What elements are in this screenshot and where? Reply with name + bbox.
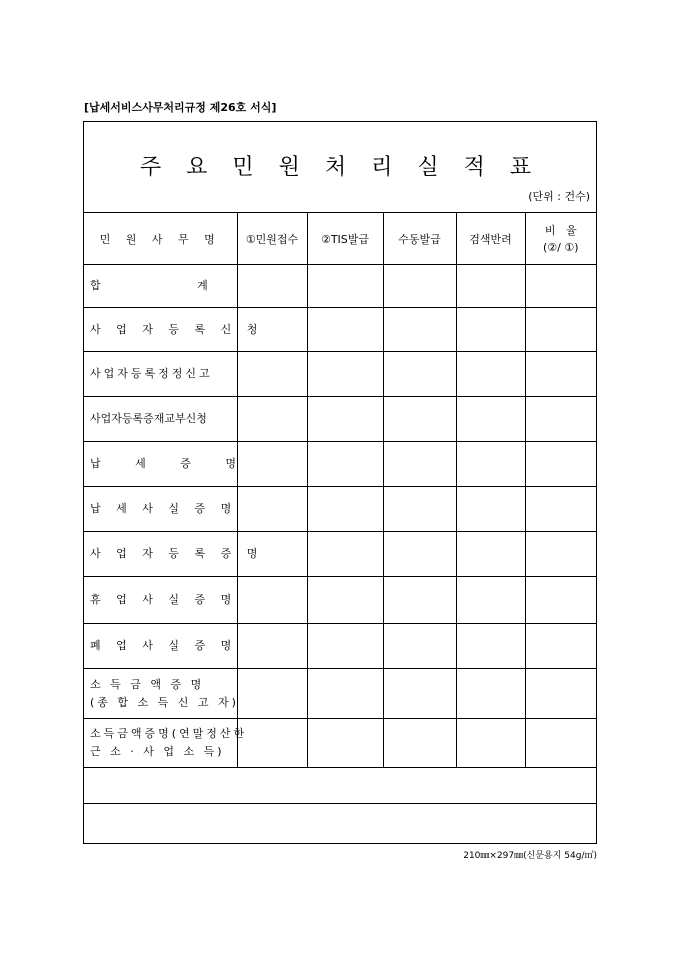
- review-return-cell[interactable]: [456, 265, 525, 308]
- row-label: [84, 532, 264, 577]
- tis-issued-cell[interactable]: [307, 669, 383, 719]
- table-row: [84, 397, 596, 442]
- table-row: [84, 669, 596, 719]
- row-label-line: 소 득 금 액 증 명: [90, 677, 205, 691]
- row-label: [84, 669, 237, 719]
- row-label: [84, 442, 242, 487]
- table-row: [84, 532, 596, 577]
- review-return-cell[interactable]: [456, 397, 525, 442]
- col-header-received: ①민원접수: [237, 213, 307, 265]
- row-label: [84, 265, 237, 308]
- ratio-cell[interactable]: [525, 442, 596, 487]
- manual-issued-cell[interactable]: [383, 532, 456, 577]
- review-return-cell[interactable]: [456, 624, 525, 669]
- manual-issued-cell[interactable]: [383, 352, 456, 397]
- table-row: [84, 624, 596, 669]
- col-header-manual-issued: 수동발급: [383, 213, 456, 265]
- table-row: [84, 308, 596, 352]
- row-label: [84, 719, 248, 768]
- table-row: [84, 487, 596, 532]
- performance-table: [84, 212, 596, 768]
- tis-issued-cell[interactable]: [307, 442, 383, 487]
- review-return-cell[interactable]: [456, 719, 525, 768]
- table-header-row: [84, 213, 596, 265]
- tis-issued-cell[interactable]: [307, 352, 383, 397]
- ratio-cell[interactable]: [525, 397, 596, 442]
- remarks-area: [84, 803, 596, 844]
- ratio-cell[interactable]: [525, 719, 596, 768]
- received-cell[interactable]: [237, 577, 307, 624]
- row-label-line: 납 세 증 명: [90, 457, 242, 470]
- review-return-cell[interactable]: [456, 352, 525, 397]
- table-body: [84, 265, 596, 768]
- ratio-cell[interactable]: [525, 487, 596, 532]
- form-frame: [83, 121, 597, 844]
- page-title: 주 요 민 원 처 리 실 적 표: [139, 155, 541, 180]
- row-label-line: (종 합 소 득 신 고 자): [90, 695, 239, 709]
- review-return-cell[interactable]: [456, 308, 525, 352]
- table-row: [84, 442, 596, 487]
- manual-issued-cell[interactable]: [383, 577, 456, 624]
- ratio-cell[interactable]: [525, 308, 596, 352]
- row-label-line: 휴 업 사 실 증 명: [90, 593, 238, 606]
- tis-issued-cell[interactable]: [307, 624, 383, 669]
- review-return-cell[interactable]: [456, 669, 525, 719]
- ratio-label: 비 율: [544, 223, 577, 237]
- table-row: [84, 577, 596, 624]
- ratio-cell[interactable]: [525, 265, 596, 308]
- tis-issued-cell[interactable]: [307, 532, 383, 577]
- tis-issued-cell[interactable]: [307, 719, 383, 768]
- tis-issued-cell[interactable]: [307, 487, 383, 532]
- received-cell[interactable]: [237, 352, 307, 397]
- row-label: [84, 577, 237, 624]
- received-cell[interactable]: [237, 624, 307, 669]
- tis-issued-cell[interactable]: [307, 265, 383, 308]
- row-label-line: 사 업 자 등 록 신 청: [90, 322, 264, 336]
- row-label: [84, 624, 237, 669]
- ratio-formula: (②/ ①): [542, 240, 579, 254]
- ratio-cell[interactable]: [525, 577, 596, 624]
- row-label-line: 소득금액증명(연말정산한: [90, 727, 248, 740]
- table-row: [84, 265, 596, 308]
- title-area: [84, 122, 596, 212]
- manual-issued-cell[interactable]: [383, 719, 456, 768]
- received-cell[interactable]: [237, 719, 307, 768]
- manual-issued-cell[interactable]: [383, 265, 456, 308]
- row-label-line: 사업자등록정정신고: [90, 367, 213, 380]
- review-return-cell[interactable]: [456, 577, 525, 624]
- ratio-cell[interactable]: [525, 624, 596, 669]
- tis-issued-cell[interactable]: [307, 577, 383, 624]
- ratio-cell[interactable]: [525, 352, 596, 397]
- tis-issued-cell[interactable]: [307, 397, 383, 442]
- received-cell[interactable]: [237, 265, 307, 308]
- row-label: [84, 308, 264, 352]
- manual-issued-cell[interactable]: [383, 397, 456, 442]
- received-cell[interactable]: [237, 669, 307, 719]
- received-cell[interactable]: [237, 442, 307, 487]
- unit-note: (단위 : 건수): [528, 190, 590, 203]
- col-header-name: 민 원 사 무 명: [84, 213, 237, 265]
- manual-issued-cell[interactable]: [383, 669, 456, 719]
- form-reference: [납세서비스사무처리규정 제26호 서식]: [84, 101, 277, 114]
- col-header-tis-issued: ②TIS발급: [307, 213, 383, 265]
- col-header-ratio: [525, 213, 596, 265]
- review-return-cell[interactable]: [456, 487, 525, 532]
- received-cell[interactable]: [237, 487, 307, 532]
- row-label-line: 사 업 자 등 록 증 명: [90, 547, 264, 560]
- ratio-cell[interactable]: [525, 669, 596, 719]
- manual-issued-cell[interactable]: [383, 487, 456, 532]
- row-label: [84, 487, 237, 532]
- row-label-line: 근 소 · 사 업 소 득): [90, 745, 225, 758]
- row-label-line: 합 계: [90, 279, 217, 292]
- tis-issued-cell[interactable]: [307, 308, 383, 352]
- row-label-line: 폐 업 사 실 증 명: [90, 639, 238, 652]
- ratio-cell[interactable]: [525, 532, 596, 577]
- review-return-cell[interactable]: [456, 442, 525, 487]
- table-row: [84, 719, 596, 768]
- manual-issued-cell[interactable]: [383, 442, 456, 487]
- received-cell[interactable]: [237, 397, 307, 442]
- row-label: [84, 352, 237, 397]
- row-label-line: 납 세 사 실 증 명: [90, 502, 238, 515]
- manual-issued-cell[interactable]: [383, 308, 456, 352]
- row-label-line: 사업자등록증재교부신청: [90, 412, 207, 425]
- table-row: [84, 352, 596, 397]
- review-return-cell[interactable]: [456, 532, 525, 577]
- col-header-review-return: 검색반려: [456, 213, 525, 265]
- row-label: [84, 397, 237, 442]
- paper-spec-note: 210㎜×297㎜(신문용지 54g/㎡): [463, 851, 597, 861]
- manual-issued-cell[interactable]: [383, 624, 456, 669]
